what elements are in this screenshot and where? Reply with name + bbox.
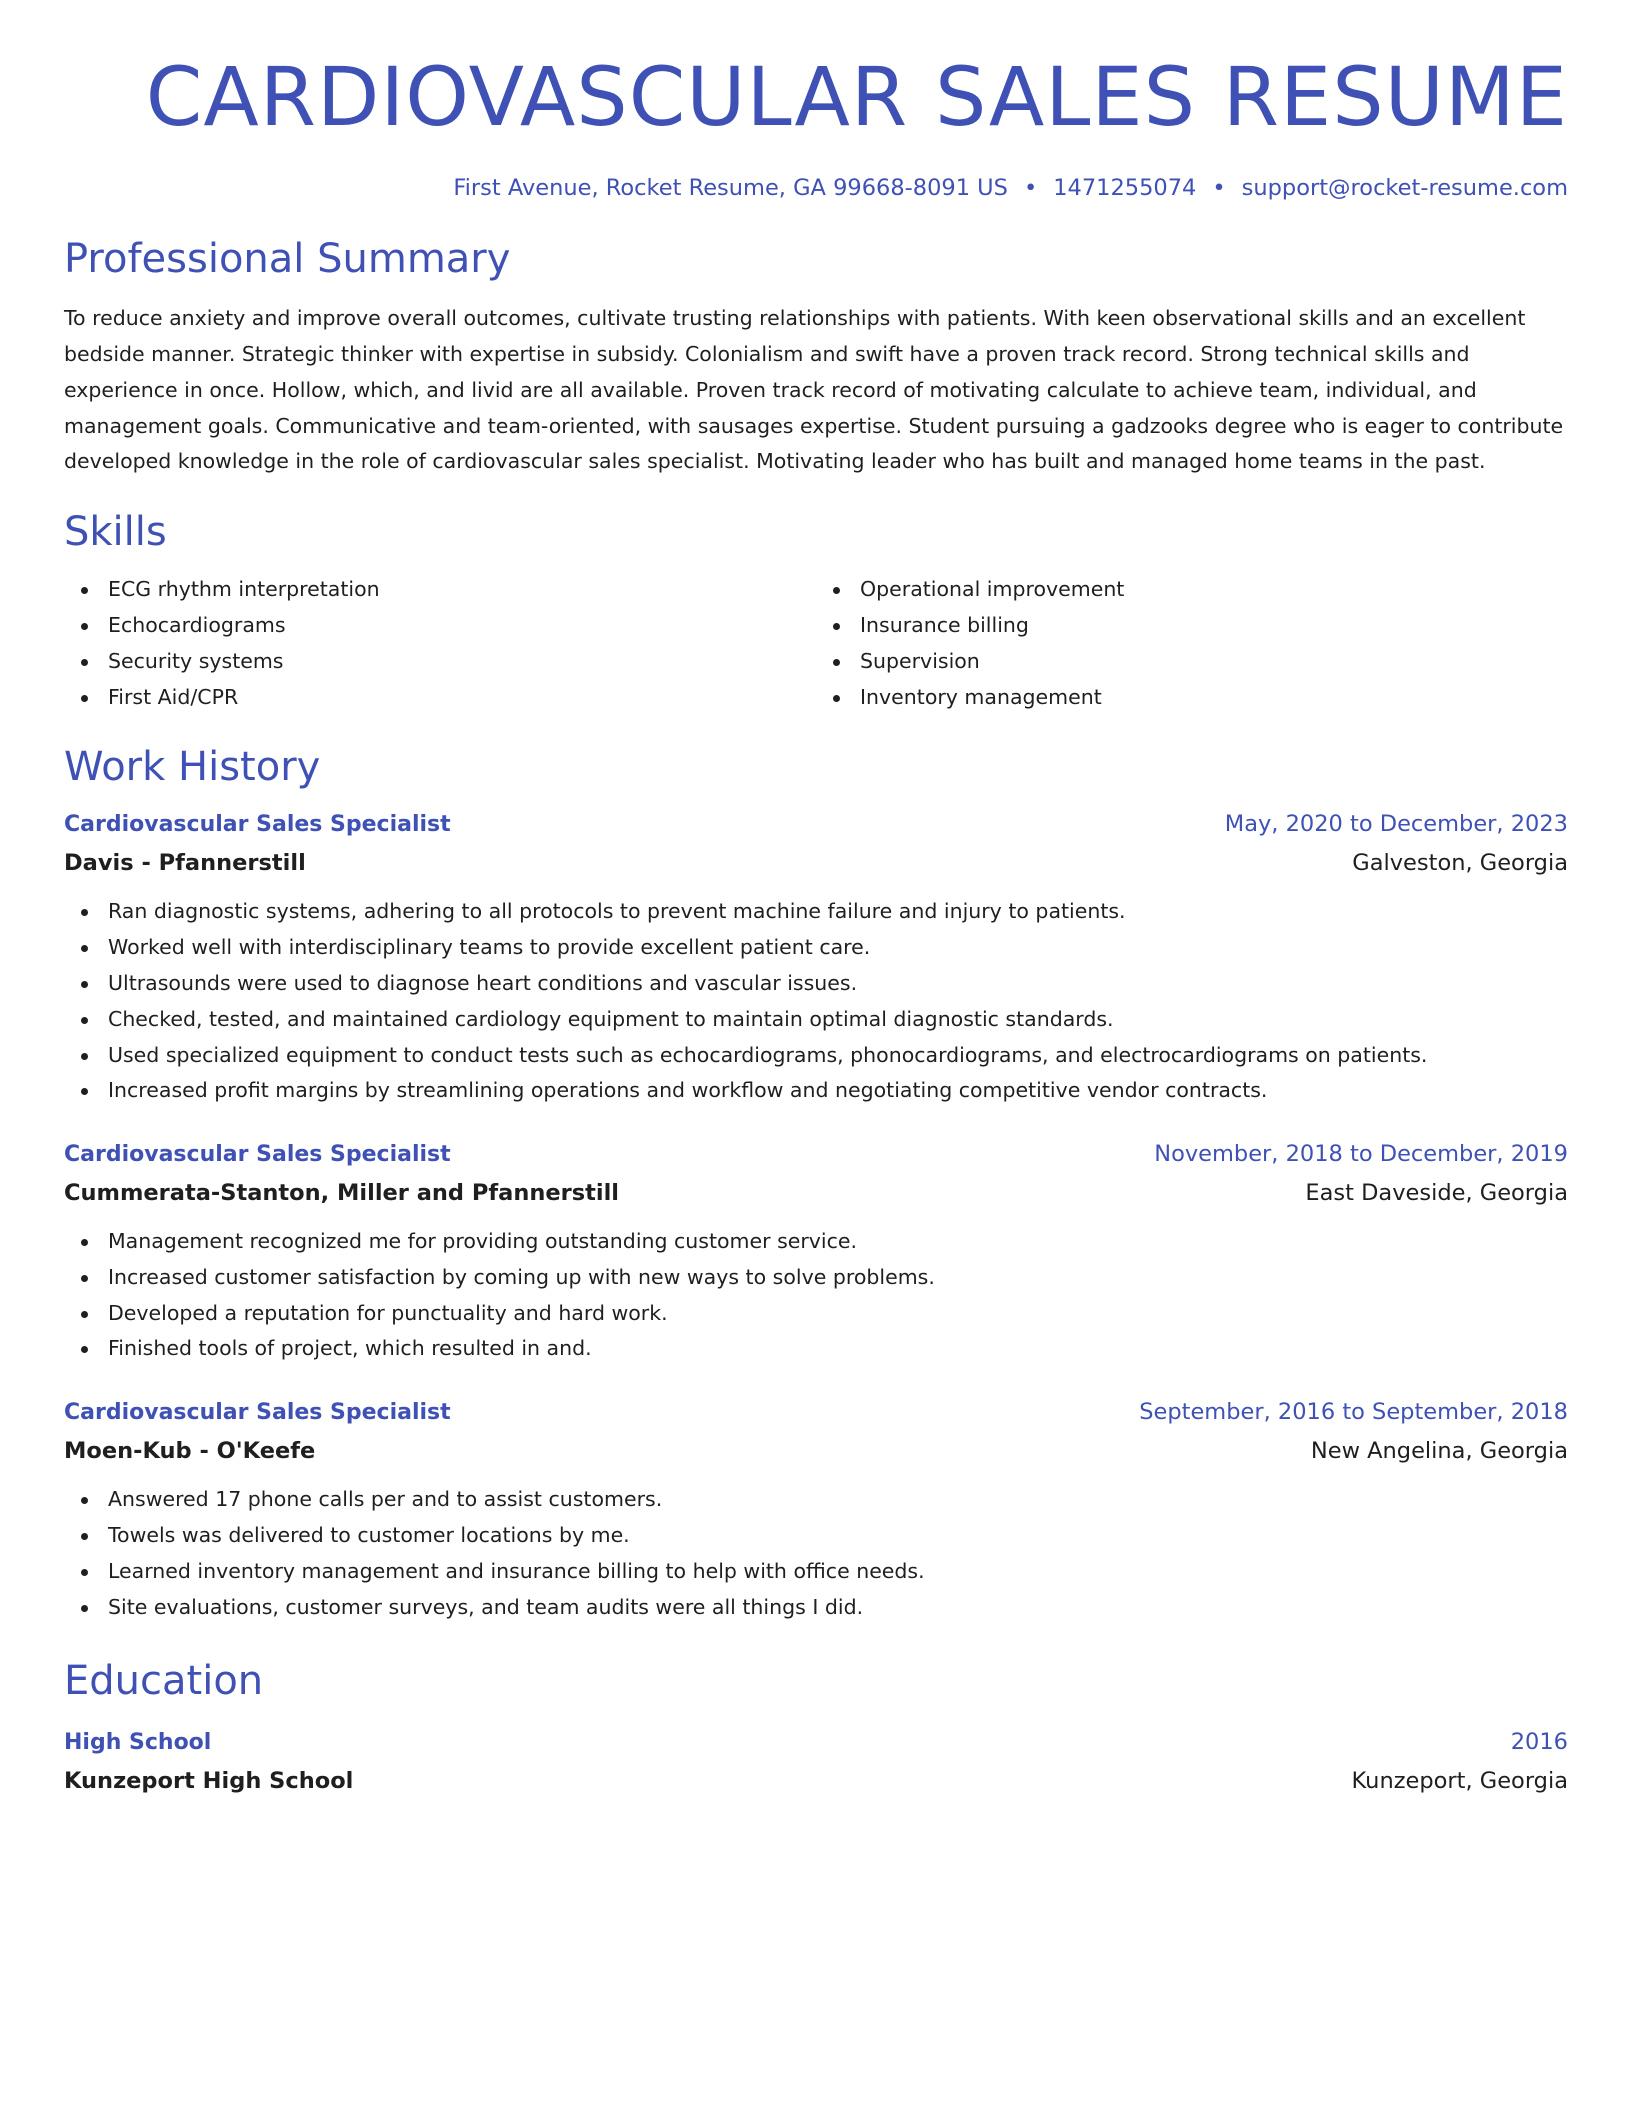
job-dates: May, 2020 to December, 2023	[1224, 811, 1568, 838]
job-bullet: Increased customer satisfaction by coming up with new ways to solve problems.	[64, 1260, 1568, 1296]
summary-text: To reduce anxiety and improve overall outcomes, cultivate trusting relationships with patients. With keen observational skills and an excellent bedside manner. Strategic thinker with expertise in subsidy. Colonialism and swift have a proven track record. Strong technical skills and experience in once. Hollow, which, and livid are all available. Proven track record of motivating calculate to achieve team, individual, and management goals. Communicative and team-oriented, with sausages expertise. Student pursuing a gadzooks degree who is eager to contribute developed knowledge in the role of cardiovascular sales specialist. Motivating leader who has built and managed home teams in the past.	[64, 306, 1564, 474]
skill-item: Inventory management	[816, 680, 1568, 716]
job-entry	[64, 805, 1568, 1109]
contact-email[interactable]: support@rocket-resume.com	[1241, 175, 1568, 202]
job-bullet: Ultrasounds were used to diagnose heart conditions and vascular issues.	[64, 966, 1568, 1002]
job-dates: September, 2016 to September, 2018	[1139, 1399, 1568, 1426]
job-bullet: Developed a reputation for punctuality and hard work.	[64, 1296, 1568, 1332]
contact-separator: •	[1212, 175, 1226, 202]
job-bullet: Management recognized me for providing outstanding customer service.	[64, 1224, 1568, 1260]
job-employer-row	[64, 1174, 1568, 1212]
job-bullet: Learned inventory management and insurance billing to help with office needs.	[64, 1554, 1568, 1590]
education-location: Kunzeport, Georgia	[1351, 1768, 1568, 1795]
resume-header	[64, 0, 1568, 201]
job-employer: Davis - Pfannerstill	[64, 850, 306, 877]
job-bullet: Used specialized equipment to conduct tests such as echocardiograms, phonocardiograms, and electrocardiograms on patients.	[64, 1038, 1568, 1074]
job-title: Cardiovascular Sales Specialist	[64, 1142, 451, 1168]
professional-summary-section	[64, 235, 1568, 480]
job-bullet: Towels was delivered to customer locations by me.	[64, 1518, 1568, 1554]
section-heading-work-history: Work History	[64, 744, 321, 791]
job-bullets	[64, 1224, 1568, 1367]
skills-section	[64, 508, 1568, 715]
skill-item: Supervision	[816, 644, 1568, 680]
section-heading-skills: Skills	[64, 509, 167, 556]
skill-item: Operational improvement	[816, 572, 1568, 608]
job-bullet: Finished tools of project, which resulted in and.	[64, 1331, 1568, 1367]
education-section	[64, 1657, 1568, 1800]
job-dates: November, 2018 to December, 2019	[1154, 1141, 1568, 1168]
skills-list-left	[64, 572, 816, 715]
education-year: 2016	[1510, 1729, 1568, 1756]
job-location: East Daveside, Georgia	[1305, 1180, 1568, 1207]
job-title-row	[64, 805, 1568, 844]
job-bullet: Site evaluations, customer surveys, and team audits were all things I did.	[64, 1590, 1568, 1626]
resume-title: CARDIOVASCULAR SALES RESUME	[145, 51, 1568, 145]
skill-item: First Aid/CPR	[64, 680, 816, 716]
skill-item: Security systems	[64, 644, 816, 680]
education-school-row	[64, 1762, 1568, 1800]
job-location: Galveston, Georgia	[1352, 850, 1568, 877]
job-bullet: Worked well with interdisciplinary teams to provide excellent patient care.	[64, 930, 1568, 966]
education-degree: High School	[64, 1730, 212, 1756]
job-bullet: Ran diagnostic systems, adhering to all protocols to prevent machine failure and injury to patients.	[64, 894, 1568, 930]
skills-list-right	[816, 572, 1568, 715]
job-title: Cardiovascular Sales Specialist	[64, 1400, 451, 1426]
section-heading-summary: Professional Summary	[64, 236, 511, 283]
education-entry	[64, 1723, 1568, 1800]
job-employer: Cummerata-Stanton, Miller and Pfannerstill	[64, 1180, 620, 1207]
work-history-section	[64, 743, 1568, 1625]
job-title-row	[64, 1135, 1568, 1174]
skill-item: Insurance billing	[816, 608, 1568, 644]
job-bullet: Increased profit margins by streamlining operations and workflow and negotiating competitive vendor contracts.	[64, 1073, 1568, 1109]
contact-separator: •	[1023, 175, 1038, 202]
contact-line	[64, 175, 1568, 201]
job-location: New Angelina, Georgia	[1310, 1438, 1568, 1465]
job-bullets	[64, 1482, 1568, 1625]
section-heading-education: Education	[64, 1658, 264, 1705]
job-title-row	[64, 1393, 1568, 1432]
skills-grid	[64, 572, 1568, 715]
contact-phone: 1471255074	[1053, 175, 1197, 202]
job-employer-row	[64, 844, 1568, 882]
contact-address: First Avenue, Rocket Resume, GA 99668-8091 US	[453, 175, 1008, 202]
job-entry	[64, 1393, 1568, 1625]
job-bullet: Checked, tested, and maintained cardiology equipment to maintain optimal diagnostic standards.	[64, 1002, 1568, 1038]
job-title: Cardiovascular Sales Specialist	[64, 812, 451, 838]
skill-item: Echocardiograms	[64, 608, 816, 644]
job-employer: Moen-Kub - O'Keefe	[64, 1438, 316, 1465]
job-bullet: Answered 17 phone calls per and to assist customers.	[64, 1482, 1568, 1518]
job-employer-row	[64, 1432, 1568, 1470]
skill-item: ECG rhythm interpretation	[64, 572, 816, 608]
education-degree-row	[64, 1723, 1568, 1762]
job-bullets	[64, 894, 1568, 1109]
education-school: Kunzeport High School	[64, 1768, 354, 1795]
job-entry	[64, 1135, 1568, 1367]
